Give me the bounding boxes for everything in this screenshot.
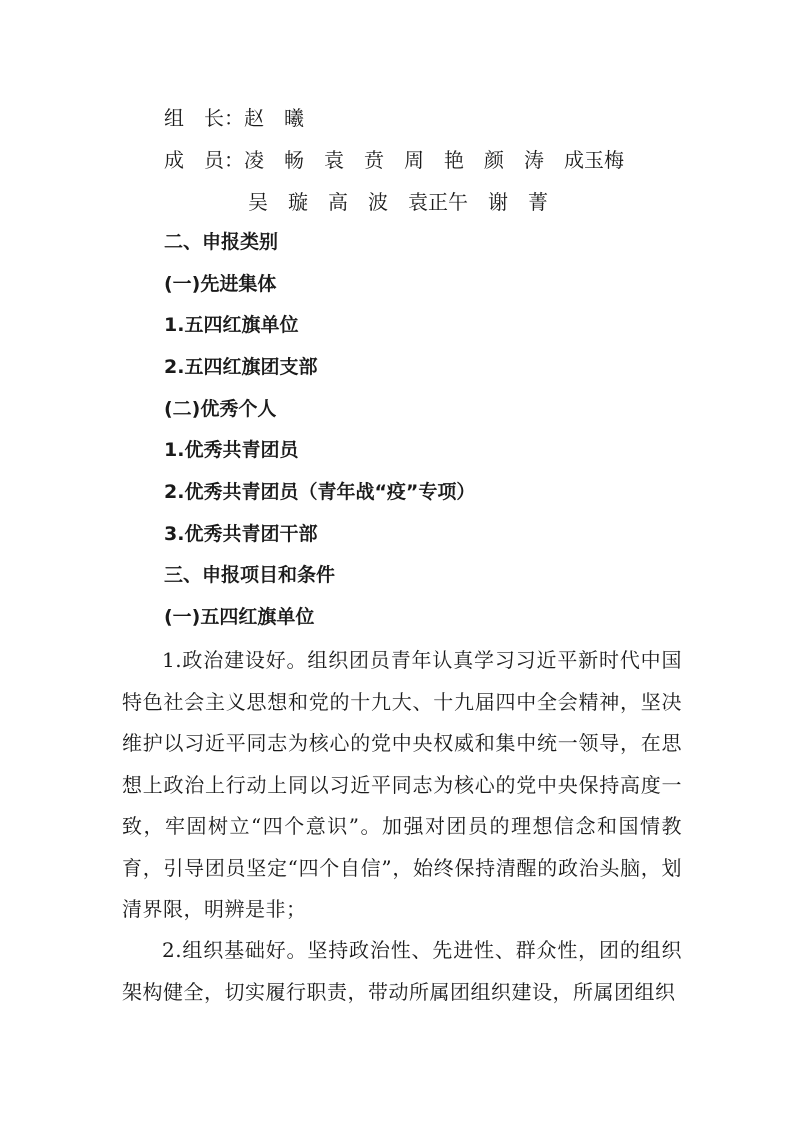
subsection-heading-collective: (一)先进集体 bbox=[164, 273, 277, 295]
paragraph-political-construction: 1.政治建设好。组织团员青年认真学习习近平新时代中国特色社会主义思想和党的十九大、十九届四中全会精神，坚决维护以习近平同志为核心的党中央权威和集中统一领导，在思想上政治上行动上同以习近平同志为核心的党中央保持高度一致，牢固树立“四个意识”。加强对团员的理想信念和国情教育，引导团员坚定“四个自信”，始终保持清醒的政治头脑，划清界限，明辨是非； bbox=[122, 648, 682, 921]
list-item: 1.优秀共青团员 bbox=[164, 439, 299, 461]
section-heading-2: 二、申报类别 bbox=[164, 231, 279, 253]
leader-line bbox=[164, 108, 304, 128]
list-item: 3.优秀共青团干部 bbox=[164, 523, 318, 545]
leader-label: 组 长： bbox=[164, 106, 244, 130]
members-row-2: 吴 璇 高 波 袁正午 谢 菁 bbox=[248, 190, 548, 214]
members-line-1 bbox=[164, 150, 624, 170]
subsection-heading-red-flag-unit: (一)五四红旗单位 bbox=[164, 606, 315, 628]
leader-name: 赵 曦 bbox=[244, 106, 304, 130]
section-heading-3: 三、申报项目和条件 bbox=[164, 564, 336, 586]
list-item: 2.五四红旗团支部 bbox=[164, 356, 318, 378]
list-item: 1.五四红旗单位 bbox=[164, 314, 299, 336]
members-row-1: 凌 畅 袁 贲 周 艳 颜 涛 成玉梅 bbox=[244, 148, 624, 172]
paragraph-organization-basis: 2.组织基础好。坚持政治性、先进性、群众性，团的组织架构健全，切实履行职责，带动所属团组织建设，所属团组织 bbox=[122, 938, 682, 1004]
subsection-heading-individual: (二)优秀个人 bbox=[164, 398, 277, 420]
members-label: 成 员： bbox=[164, 148, 244, 172]
list-item: 2.优秀共青团员（青年战“疫”专项） bbox=[164, 481, 476, 503]
members-line-2 bbox=[248, 192, 548, 212]
